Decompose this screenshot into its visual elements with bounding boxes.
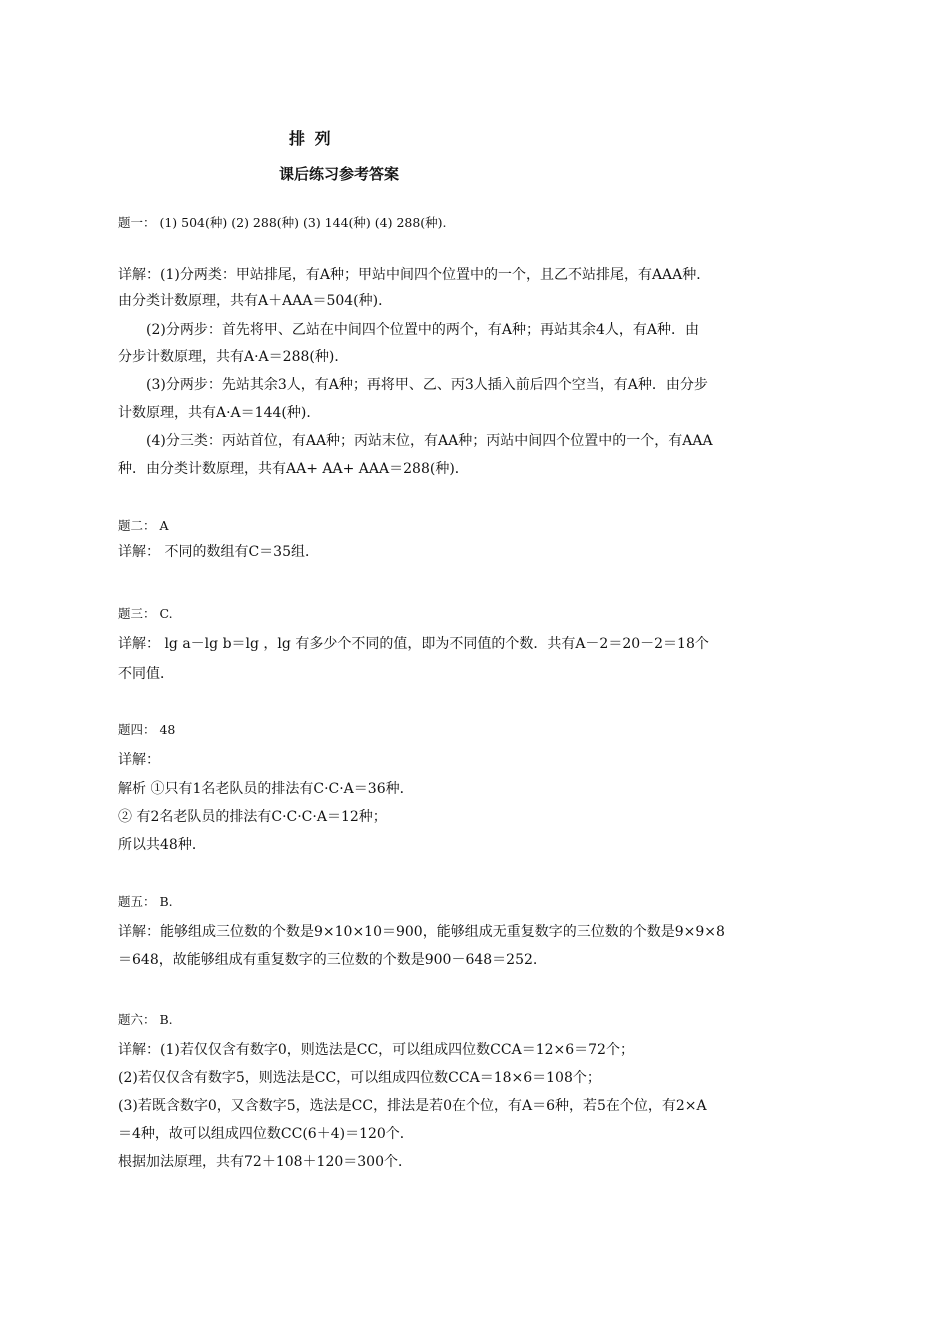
q1-detail-line: (4)分三类：丙站首位，有AA种；丙站末位，有AA种；丙站中间四个位置中的一个，有AAA	[146, 433, 713, 449]
q3-detail-line: 详解： lg a－lg b＝lg ，lg 有多少个不同的值，即为不同值的个数．共有A－2＝20－2＝18个	[118, 636, 709, 652]
q4-detail-line: 所以共48种．	[118, 837, 206, 853]
q1-detail-line: 由分类计数原理，共有A＋AAA＝504(种)．	[118, 293, 393, 309]
q5-detail-line: ＝648，故能够组成有重复数字的三位数的个数是900－648＝252.	[118, 952, 538, 968]
q1-detail-line: 分步计数原理，共有A·A＝288(种)．	[118, 349, 349, 365]
q6-answer: 题六： B.	[118, 1012, 173, 1027]
q4-detail-line: ② 有2名老队员的排法有C·C·C·A＝12种；	[118, 809, 387, 825]
q4-detail-line: 解析 ①只有1名老队员的排法有C·C·A＝36种．	[118, 781, 414, 797]
q2-answer: 题二： A	[118, 518, 169, 533]
document-title: 排 列	[289, 129, 333, 148]
q4-detail-line: 详解：	[118, 752, 160, 768]
q2-detail-line: 详解： 不同的数组有C＝35组．	[118, 544, 319, 560]
q5-detail-line: 详解：能够组成三位数的个数是9×10×10＝900，能够组成无重复数字的三位数的个数是9×9×8	[118, 924, 725, 940]
q1-detail-line: 详解：(1)分两类：甲站排尾，有A种；甲站中间四个位置中的一个，且乙不站排尾，有AAA种．	[118, 267, 711, 283]
q6-detail-line: (2)若仅仅含有数字5，则选法是CC，可以组成四位数CCA＝18×6＝108个；	[118, 1070, 601, 1086]
q6-detail-line: ＝4种，故可以组成四位数CC(6＋4)＝120个．	[118, 1126, 414, 1142]
q6-detail-line: 详解：(1)若仅仅含有数字0，则选法是CC，可以组成四位数CCA＝12×6＝72个；	[118, 1042, 634, 1058]
q3-answer: 题三： C.	[118, 606, 173, 621]
q1-detail-line: 计数原理，共有A·A＝144(种)．	[118, 405, 321, 421]
q6-detail-line: 根据加法原理，共有72＋108＋120＝300个．	[118, 1154, 412, 1170]
q1-detail-line: (3)分两步：先站其余3人，有A种；再将甲、乙、丙3人插入前后四个空当，有A种．由分步	[146, 377, 708, 393]
q5-answer: 题五： B.	[118, 894, 173, 909]
q4-answer: 题四： 48	[118, 722, 176, 737]
q1-answer: 题一： (1) 504(种) (2) 288(种) (3) 144(种) (4) 288(种).	[118, 215, 447, 230]
q3-detail-line: 不同值．	[118, 666, 174, 682]
q1-detail-line: (2)分两步：首先将甲、乙站在中间四个位置中的两个，有A种；再站其余4人，有A种．由	[146, 322, 699, 338]
document-subtitle: 课后练习参考答案	[279, 165, 400, 183]
q1-detail-line: 种．由分类计数原理，共有AA+ AA+ AAA＝288(种)．	[118, 461, 469, 477]
q6-detail-line: (3)若既含数字0，又含数字5，选法是CC，排法是若0在个位，有A＝6种，若5在个位，有2×A	[118, 1098, 707, 1114]
